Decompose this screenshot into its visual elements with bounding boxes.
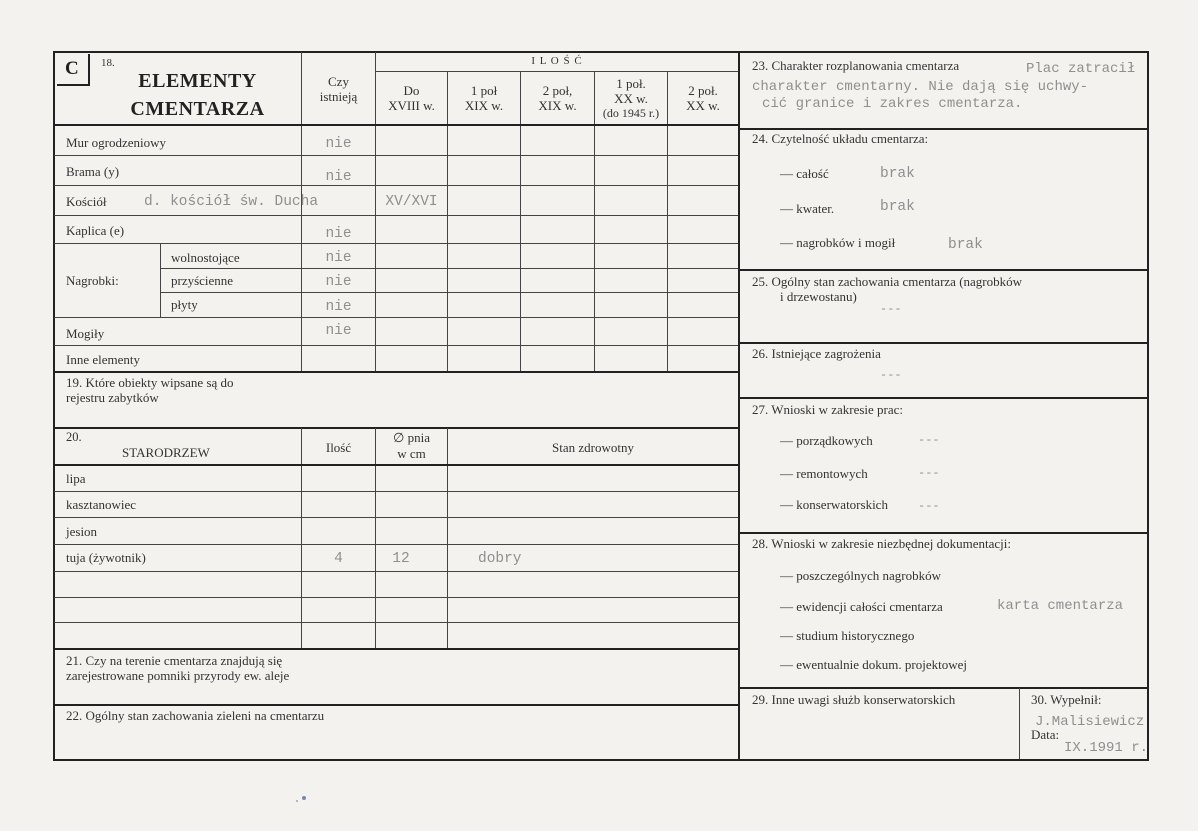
q30-label: 30. Wypełnił: [1031,692,1102,707]
row-wolno-exists: nie [325,250,352,266]
section-title-1: ELEMENTY [138,70,257,92]
tree-row-3-name: tuja (żywotnik) [66,550,146,565]
row-plyty-exists: nie [325,299,352,315]
row-mur-exists: nie [325,136,352,152]
tree-row-line [54,571,738,572]
q28-item-2: — ewidencji całości cmentarza [780,599,943,614]
col-line-1 [447,72,448,372]
frame-right [1147,51,1149,760]
q30-date-label: Data: [1031,727,1060,742]
q29-label: 29. Inne uwagi służb konserwatorskich [752,692,956,707]
q28-item-2-value: karta cmentarza [997,598,1124,614]
q21-line2: zarejestrowane pomniki przyrody ew. aleje [66,668,290,683]
q30-date: IX.1991 r. [1064,740,1149,756]
q24-nagrob-label: — nagrobków i mogił [780,235,896,250]
row-line [54,215,738,216]
q25-line1: 25. Ogólny stan zachowania cmentarza (nagrobków [752,274,1023,289]
q27-porz-label: — porządkowych [780,433,873,448]
q23-answer-2: charakter cmentarny. Nie dają się uchwy- [752,79,1089,95]
exists-header-1: Czy [328,74,349,89]
exists-header-2: istnieją [319,89,358,104]
row-mur-label: Mur ogrodzeniowy [66,135,167,150]
qty-header-line [376,71,738,72]
col-line-2 [520,72,521,372]
row-line [54,155,738,156]
q20-qty-header: Ilość [325,440,352,455]
tree-row-line [54,597,738,598]
col-header-4-l2: XX w. [686,98,720,113]
tree-col-line [301,428,302,648]
tree-row-3-qty: 4 [334,551,343,567]
col-header-2-l2: XIX w. [538,98,577,113]
col-header-1-l1: 1 poł [470,83,498,98]
row-line [54,345,738,346]
q23-answer-1: Plac zatracił [1026,61,1136,77]
tree-row-2-name: jesion [66,524,98,539]
q25-value: --- [880,302,902,316]
q23-label: 23. Charakter rozplanowania cmentarza [752,58,960,73]
header-bottom-line [54,124,738,126]
q27-rem-label: — remontowych [780,466,868,481]
q30-name: J.Malisiewicz [1035,714,1145,730]
q27-rem-value: --- [918,466,940,480]
q26-value: --- [880,368,902,382]
q26-bottom [740,397,1147,399]
q20-header-bottom [54,464,738,466]
tree-row-line [54,517,738,518]
q21-bottom [54,704,738,706]
tree-row-line [54,491,738,492]
q28-bottom [740,687,1147,689]
frame-top [53,51,1147,53]
q24-kwater-value: brak [880,199,915,215]
tree-row-3-health: dobry [478,551,522,567]
ink-speck [302,796,306,800]
q27-label: 27. Wnioski w zakresie prac: [752,402,904,417]
q20-number: 20. [66,430,82,444]
q28-item-1: — poszczególnych nagrobków [780,568,942,583]
col-line-4 [667,72,668,372]
section-number: 18. [101,57,115,69]
q19-line2: rejestru zabytków [66,390,159,405]
row-kosciol-date: XV/XVI [385,194,438,210]
q26-label: 26. Istniejące zagrożenia [752,346,881,361]
col-header-4-l1: 2 poł. [688,83,718,98]
q25-bottom [740,342,1147,344]
row-mogily-exists: nie [325,323,352,339]
q25-line2: i drzewostanu) [780,289,857,304]
q27-kons-label: — konserwatorskich [780,497,888,512]
q22-label: 22. Ogólny stan zachowania zieleni na cmentarzu [66,708,325,723]
col-header-3-l2: XX w. [614,91,648,106]
q24-kwater-label: — kwater. [780,201,835,216]
q19-line1: 19. Które obiekty wipsane są do [66,375,234,390]
frame-bottom [53,759,1149,761]
tree-row-line [54,622,738,623]
section-letter: C [65,58,80,79]
tree-row-0-name: lipa [66,471,86,486]
q23-bottom [740,128,1147,130]
row-line [160,292,738,293]
q27-porz-value: --- [918,433,940,447]
row-line [54,317,738,318]
qty-header: I L O Ś Ć [531,55,583,67]
row-brama-exists: nie [325,169,352,185]
row-inne-label: Inne elementy [66,352,140,367]
q24-nagrob-value: brak [948,237,983,253]
row-kosciol-label: Kościół [66,194,107,209]
q20-dia-header-2: w cm [397,446,426,461]
row-mogily-label: Mogiły [66,326,105,341]
q24-calosc-label: — całość [780,166,829,181]
nagrobki-split [160,243,161,317]
q24-label: 24. Czytelność układu cmentarza: [752,131,929,146]
row-line [54,243,738,244]
tree-row-line [54,544,738,545]
q29-q30-split [1019,688,1020,759]
tree-row-1-name: kasztanowiec [66,497,137,512]
q20-bottom [54,648,738,650]
q21-line1: 21. Czy na terenie cmentarza znajdują się [66,653,283,668]
q27-bottom [740,532,1147,534]
col-header-3-l3: (do 1945 r.) [602,106,660,120]
q24-bottom [740,269,1147,271]
row-nagrobki-label: Nagrobki: [66,273,119,288]
row-kosciol-name: d. kościół św. Ducha [144,194,319,210]
q24-calosc-value: brak [880,166,915,182]
row-brama-label: Brama (y) [66,164,120,179]
q19-bottom [54,427,738,429]
s18-bottom [54,371,738,373]
q20-title: STARODRZEW [122,445,210,460]
q28-label: 28. Wnioski w zakresie niezbędnej dokumentacji: [752,536,1011,551]
row-plyty-label: płyty [171,297,198,312]
col-header-1-l2: XIX w. [464,98,504,113]
col-header-0-l2: XVIII w. [388,98,435,113]
q23-answer-3: cić granice i zakres cmentarza. [762,96,1023,112]
row-kaplica-exists: nie [325,226,352,242]
frame-left [53,51,55,760]
row-przysc-label: przyścienne [171,273,234,288]
q28-item-4: — ewentualnie dokum. projektowej [780,657,968,672]
row-kaplica-label: Kaplica (e) [66,223,125,238]
q20-health-header: Stan zdrowotny [552,440,634,455]
tree-row-3-dia: 12 [392,551,410,567]
q27-kons-value: --- [918,499,940,513]
col-header-3-l1: 1 poł. [616,76,646,91]
col-header-2-l1: 2 poł, [542,83,573,98]
q28-item-3: — studium historycznego [780,628,915,643]
col-header-0-l1: Do [403,83,420,98]
row-przysc-exists: nie [325,274,352,290]
row-line [54,185,738,186]
tree-col-line [447,428,448,648]
row-wolno-label: wolnostojące [171,250,240,265]
row-line [160,268,738,269]
q20-dia-header-1: ∅ pnia [393,430,430,445]
ink-speck [296,800,298,802]
frame-middle [738,51,740,760]
section-title-2: CMENTARZA [130,98,265,120]
